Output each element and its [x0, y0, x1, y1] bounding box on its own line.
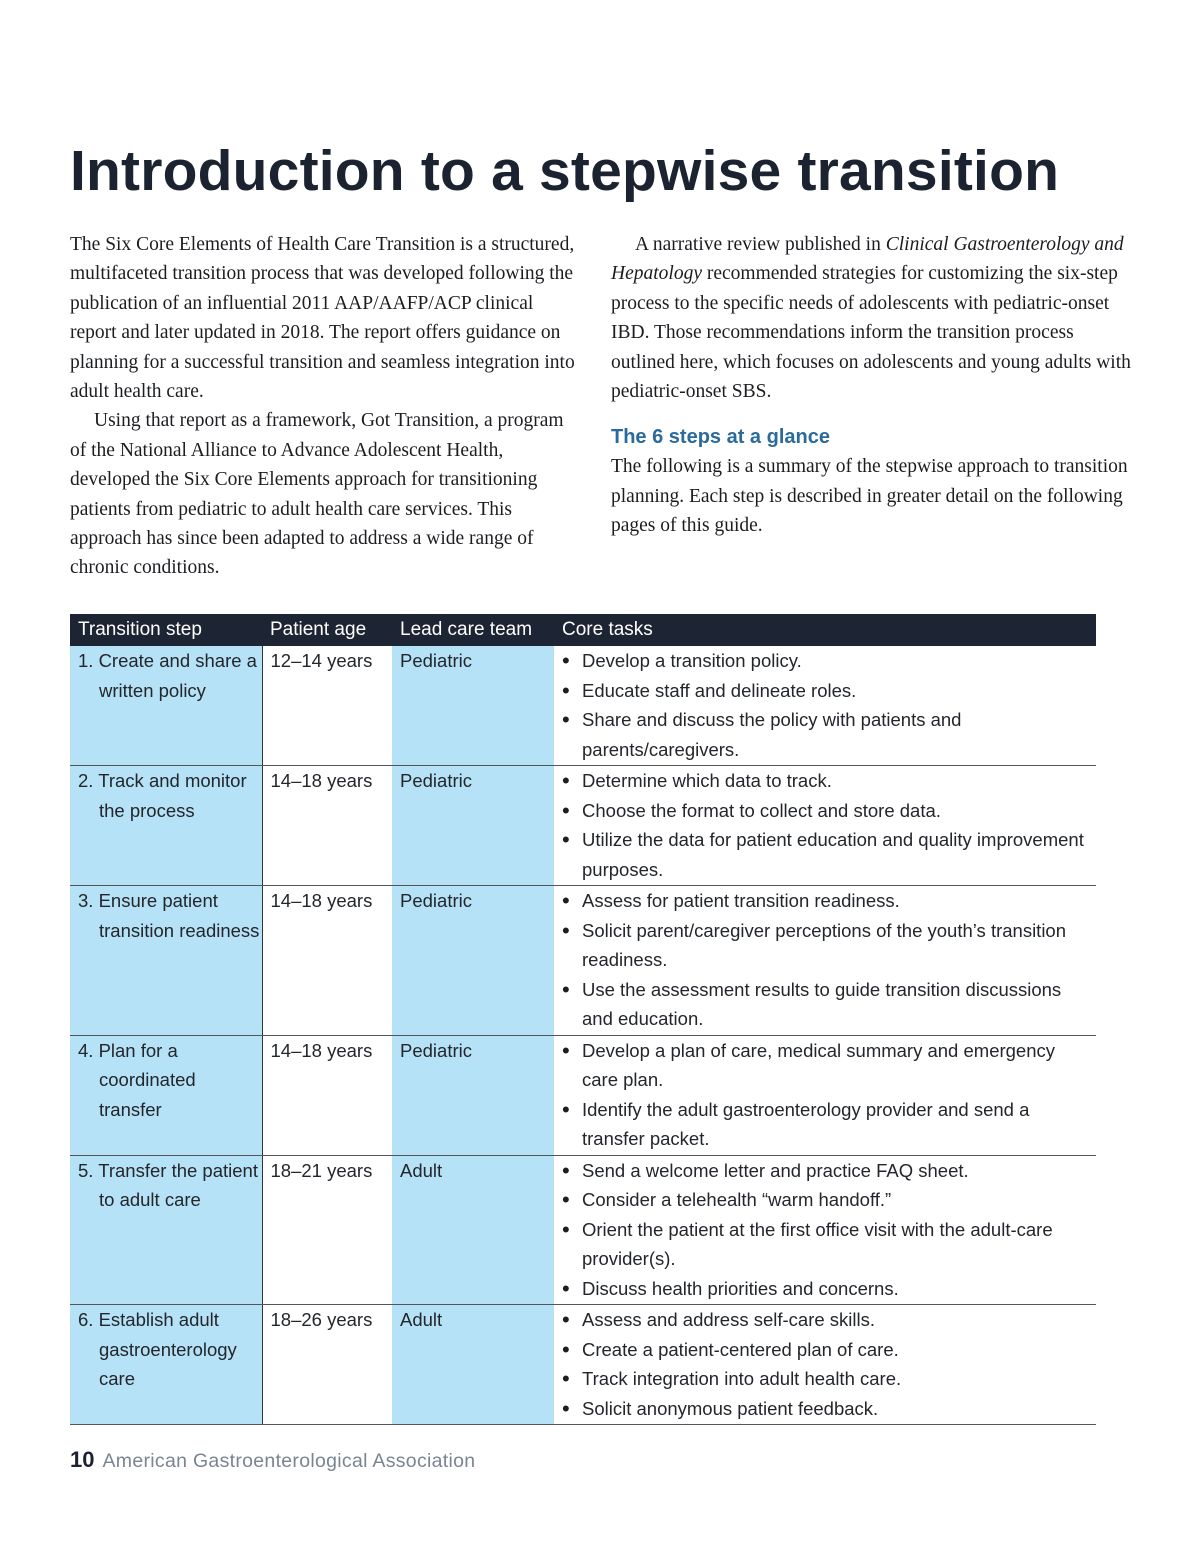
step-label: 4. Plan for a coordinated transfer: [78, 1039, 196, 1120]
age-cell: 14–18 years: [262, 766, 392, 886]
section-subheading: The 6 steps at a glance: [611, 426, 830, 449]
task-item: • Educate staff and delineate roles.: [562, 676, 1096, 706]
page-title: Introduction to a stepwise transition: [70, 139, 1060, 203]
step-label: 3. Ensure patient transition readiness: [78, 890, 260, 941]
team-cell: Pediatric: [392, 766, 554, 886]
task-item: • Identify the adult gastroenterology provider and send a transfer packet.: [562, 1095, 1096, 1154]
age-cell: 18–26 years: [262, 1305, 392, 1425]
table-row: [70, 886, 1096, 1036]
step-cell: [70, 646, 262, 766]
task-item: • Develop a transition policy.: [562, 646, 1096, 676]
footer-organization: American Gastroenterological Association: [102, 1450, 476, 1472]
narrative-review-paragraph: [611, 230, 1131, 406]
age-cell: 14–18 years: [262, 886, 392, 1036]
age-cell: 14–18 years: [262, 1035, 392, 1155]
task-item: • Determine which data to track.: [562, 766, 1096, 796]
age-cell: 18–21 years: [262, 1155, 392, 1305]
intro-right-column: [611, 230, 1131, 541]
step-cell: [70, 1155, 262, 1305]
table-row: [70, 766, 1096, 886]
tasks-cell: [554, 1305, 1096, 1425]
step-label: 1. Create and share a written policy: [78, 650, 257, 701]
task-item: • Choose the format to collect and store data.: [562, 796, 1096, 826]
step-cell: [70, 1035, 262, 1155]
table-row: [70, 1305, 1096, 1425]
age-cell: 12–14 years: [262, 646, 392, 766]
transition-steps-table: [70, 614, 1096, 1425]
table-row: [70, 646, 1096, 766]
intro-paragraph: Using that report as a framework, Got Transition, a program of the National Alliance to Advance Adolescent Health, developed the Six Core Elements approach for transitioning patients from pediatric to adult health care services. This approach has since been adapted to address a wide range of chronic conditions.: [70, 410, 564, 579]
task-item: • Share and discuss the policy with patients and parents/caregivers.: [562, 705, 1096, 764]
journal-title: Clinical Gastroenterology and Hepatology: [611, 234, 1124, 285]
task-item: • Assess and address self-care skills.: [562, 1305, 1096, 1335]
step-label: 2. Track and monitor the process: [78, 770, 247, 821]
paragraph-rest: recommended strategies for customizing the six-step process to the specific needs of adolescents with pediatric-onset IBD. Those recommendations inform the transition process outlined here, which focuses on adolescents and young adults with pediatric-onset SBS.: [611, 263, 1131, 403]
page-number: 10: [70, 1447, 95, 1472]
column-header: Lead care team: [392, 614, 554, 646]
table-row: [70, 1035, 1096, 1155]
task-item: • Create a patient-centered plan of care.: [562, 1335, 1096, 1365]
team-cell: Pediatric: [392, 646, 554, 766]
task-item: • Discuss health priorities and concerns.: [562, 1274, 1096, 1304]
summary-paragraph: The following is a summary of the stepwise approach to transition planning. Each step is described in greater detail on the following pages of this guide.: [611, 456, 1128, 537]
column-header: Core tasks: [554, 614, 1096, 646]
table-row: [70, 1155, 1096, 1305]
team-cell: Pediatric: [392, 1035, 554, 1155]
column-header: Patient age: [262, 614, 392, 646]
task-item: • Track integration into adult health care.: [562, 1364, 1096, 1394]
task-item: • Send a welcome letter and practice FAQ sheet.: [562, 1156, 1096, 1186]
step-cell: [70, 766, 262, 886]
intro-left-column: [70, 230, 580, 583]
page-footer: [70, 1447, 475, 1473]
task-item: • Solicit anonymous patient feedback.: [562, 1394, 1096, 1424]
tasks-cell: [554, 646, 1096, 766]
task-item: • Assess for patient transition readiness.: [562, 886, 1096, 916]
task-item: • Develop a plan of care, medical summary and emergency care plan.: [562, 1036, 1096, 1095]
task-item: • Solicit parent/caregiver perceptions of the youth’s transition readiness.: [562, 916, 1096, 975]
team-cell: Pediatric: [392, 886, 554, 1036]
intro-paragraph: The Six Core Elements of Health Care Transition is a structured, multifaceted transition process that was developed following the publication of an influential 2011 AAP/AAFP/ACP clinical report and later updated in 2018. The report offers guidance on planning for a successful transition and seamless integration into adult health care.: [70, 234, 575, 403]
step-label: 5. Transfer the patient to adult care: [78, 1159, 258, 1210]
task-item: • Orient the patient at the first office visit with the adult-care provider(s).: [562, 1215, 1096, 1274]
task-item: • Use the assessment results to guide transition discussions and education.: [562, 975, 1096, 1034]
task-item: • Consider a telehealth “warm handoff.”: [562, 1185, 1096, 1215]
tasks-cell: [554, 886, 1096, 1036]
step-cell: [70, 886, 262, 1036]
tasks-cell: [554, 1155, 1096, 1305]
column-header: Transition step: [70, 614, 262, 646]
tasks-cell: [554, 766, 1096, 886]
table-header-row: [70, 614, 1096, 646]
team-cell: Adult: [392, 1155, 554, 1305]
step-label: 6. Establish adult gastroenterology care: [78, 1309, 237, 1389]
team-cell: Adult: [392, 1305, 554, 1425]
tasks-cell: [554, 1035, 1096, 1155]
step-cell: [70, 1305, 262, 1425]
paragraph-lead: A narrative review published in: [635, 234, 886, 255]
task-item: • Utilize the data for patient education and quality improvement purposes.: [562, 825, 1096, 884]
